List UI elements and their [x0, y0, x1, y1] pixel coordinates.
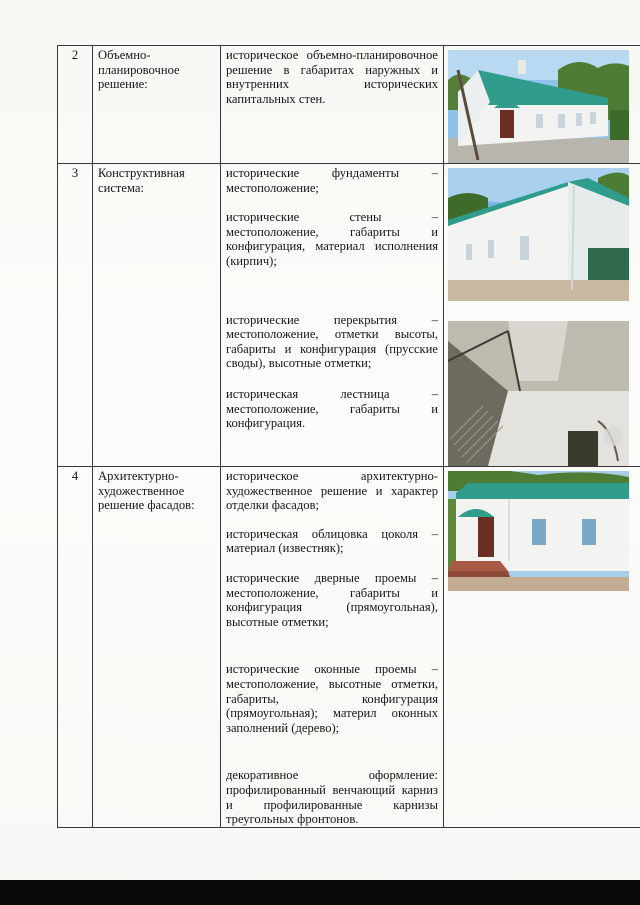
description-paragraph: историческое архитектурно-художественное решение и характер отделки фасадов;	[226, 469, 438, 513]
table-row	[58, 467, 640, 828]
row-name-cell	[93, 46, 221, 164]
staircase-interior-photo	[448, 321, 629, 466]
description-paragraph: исторические дверные проемы – местоположение, габариты и конфигурация (прямоугольная), высотные отметки;	[226, 570, 438, 629]
facade-entrance-photo	[448, 471, 629, 591]
row-description-cell	[221, 46, 444, 164]
row-number: 3	[58, 164, 93, 467]
photo-cell	[444, 46, 640, 164]
description-paragraph: исторические стены – местоположение, габариты и конфигурация, материал исполнения (кирпич);	[226, 210, 438, 268]
description-paragraph: исторические перекрытия – местоположение, отметки высоты, габариты и конфигурация (прусские своды), высотные отметки;	[226, 312, 438, 371]
description-paragraph: историческая лестница – местоположение, габариты и конфигурация.	[226, 386, 438, 431]
row-name-cell	[93, 164, 221, 467]
description-paragraph: исторические фундаменты – местоположение;	[226, 166, 438, 195]
row-description-cell	[221, 164, 444, 467]
row-name: Объемно- планировочное решение:	[98, 48, 180, 92]
description-paragraph: историческое объемно-планировочное решение в габаритах наружных и внутренних исторических капитальных стен.	[226, 48, 438, 106]
table-row	[58, 164, 640, 467]
row-name: Архитектурно- художественное решение фасадов:	[98, 469, 195, 513]
row-name: Конструктивная система:	[98, 166, 185, 195]
row-name-cell	[93, 467, 221, 828]
row-description-cell	[221, 467, 444, 828]
photo-cell	[444, 467, 640, 828]
heritage-elements-table	[57, 45, 640, 828]
description-paragraph: декоративное оформление: профилированный венчающий карниз и профилированные карнизы треугольных фронтонов.	[226, 768, 438, 827]
description-paragraph: исторические оконные проемы – местоположение, высотные отметки, габариты, конфигурация (прямоугольная); материл оконных заполнений (дерево);	[226, 662, 438, 735]
row-number: 4	[58, 467, 93, 828]
photo-cell	[444, 164, 640, 467]
row-number: 2	[58, 46, 93, 164]
table-row	[58, 46, 640, 164]
scan-bottom-edge	[0, 880, 640, 905]
building-side-wall-photo	[448, 168, 629, 301]
description-paragraph: историческая облицовка цоколя – материал (известняк);	[226, 526, 438, 556]
building-exterior-front-photo	[448, 50, 629, 163]
